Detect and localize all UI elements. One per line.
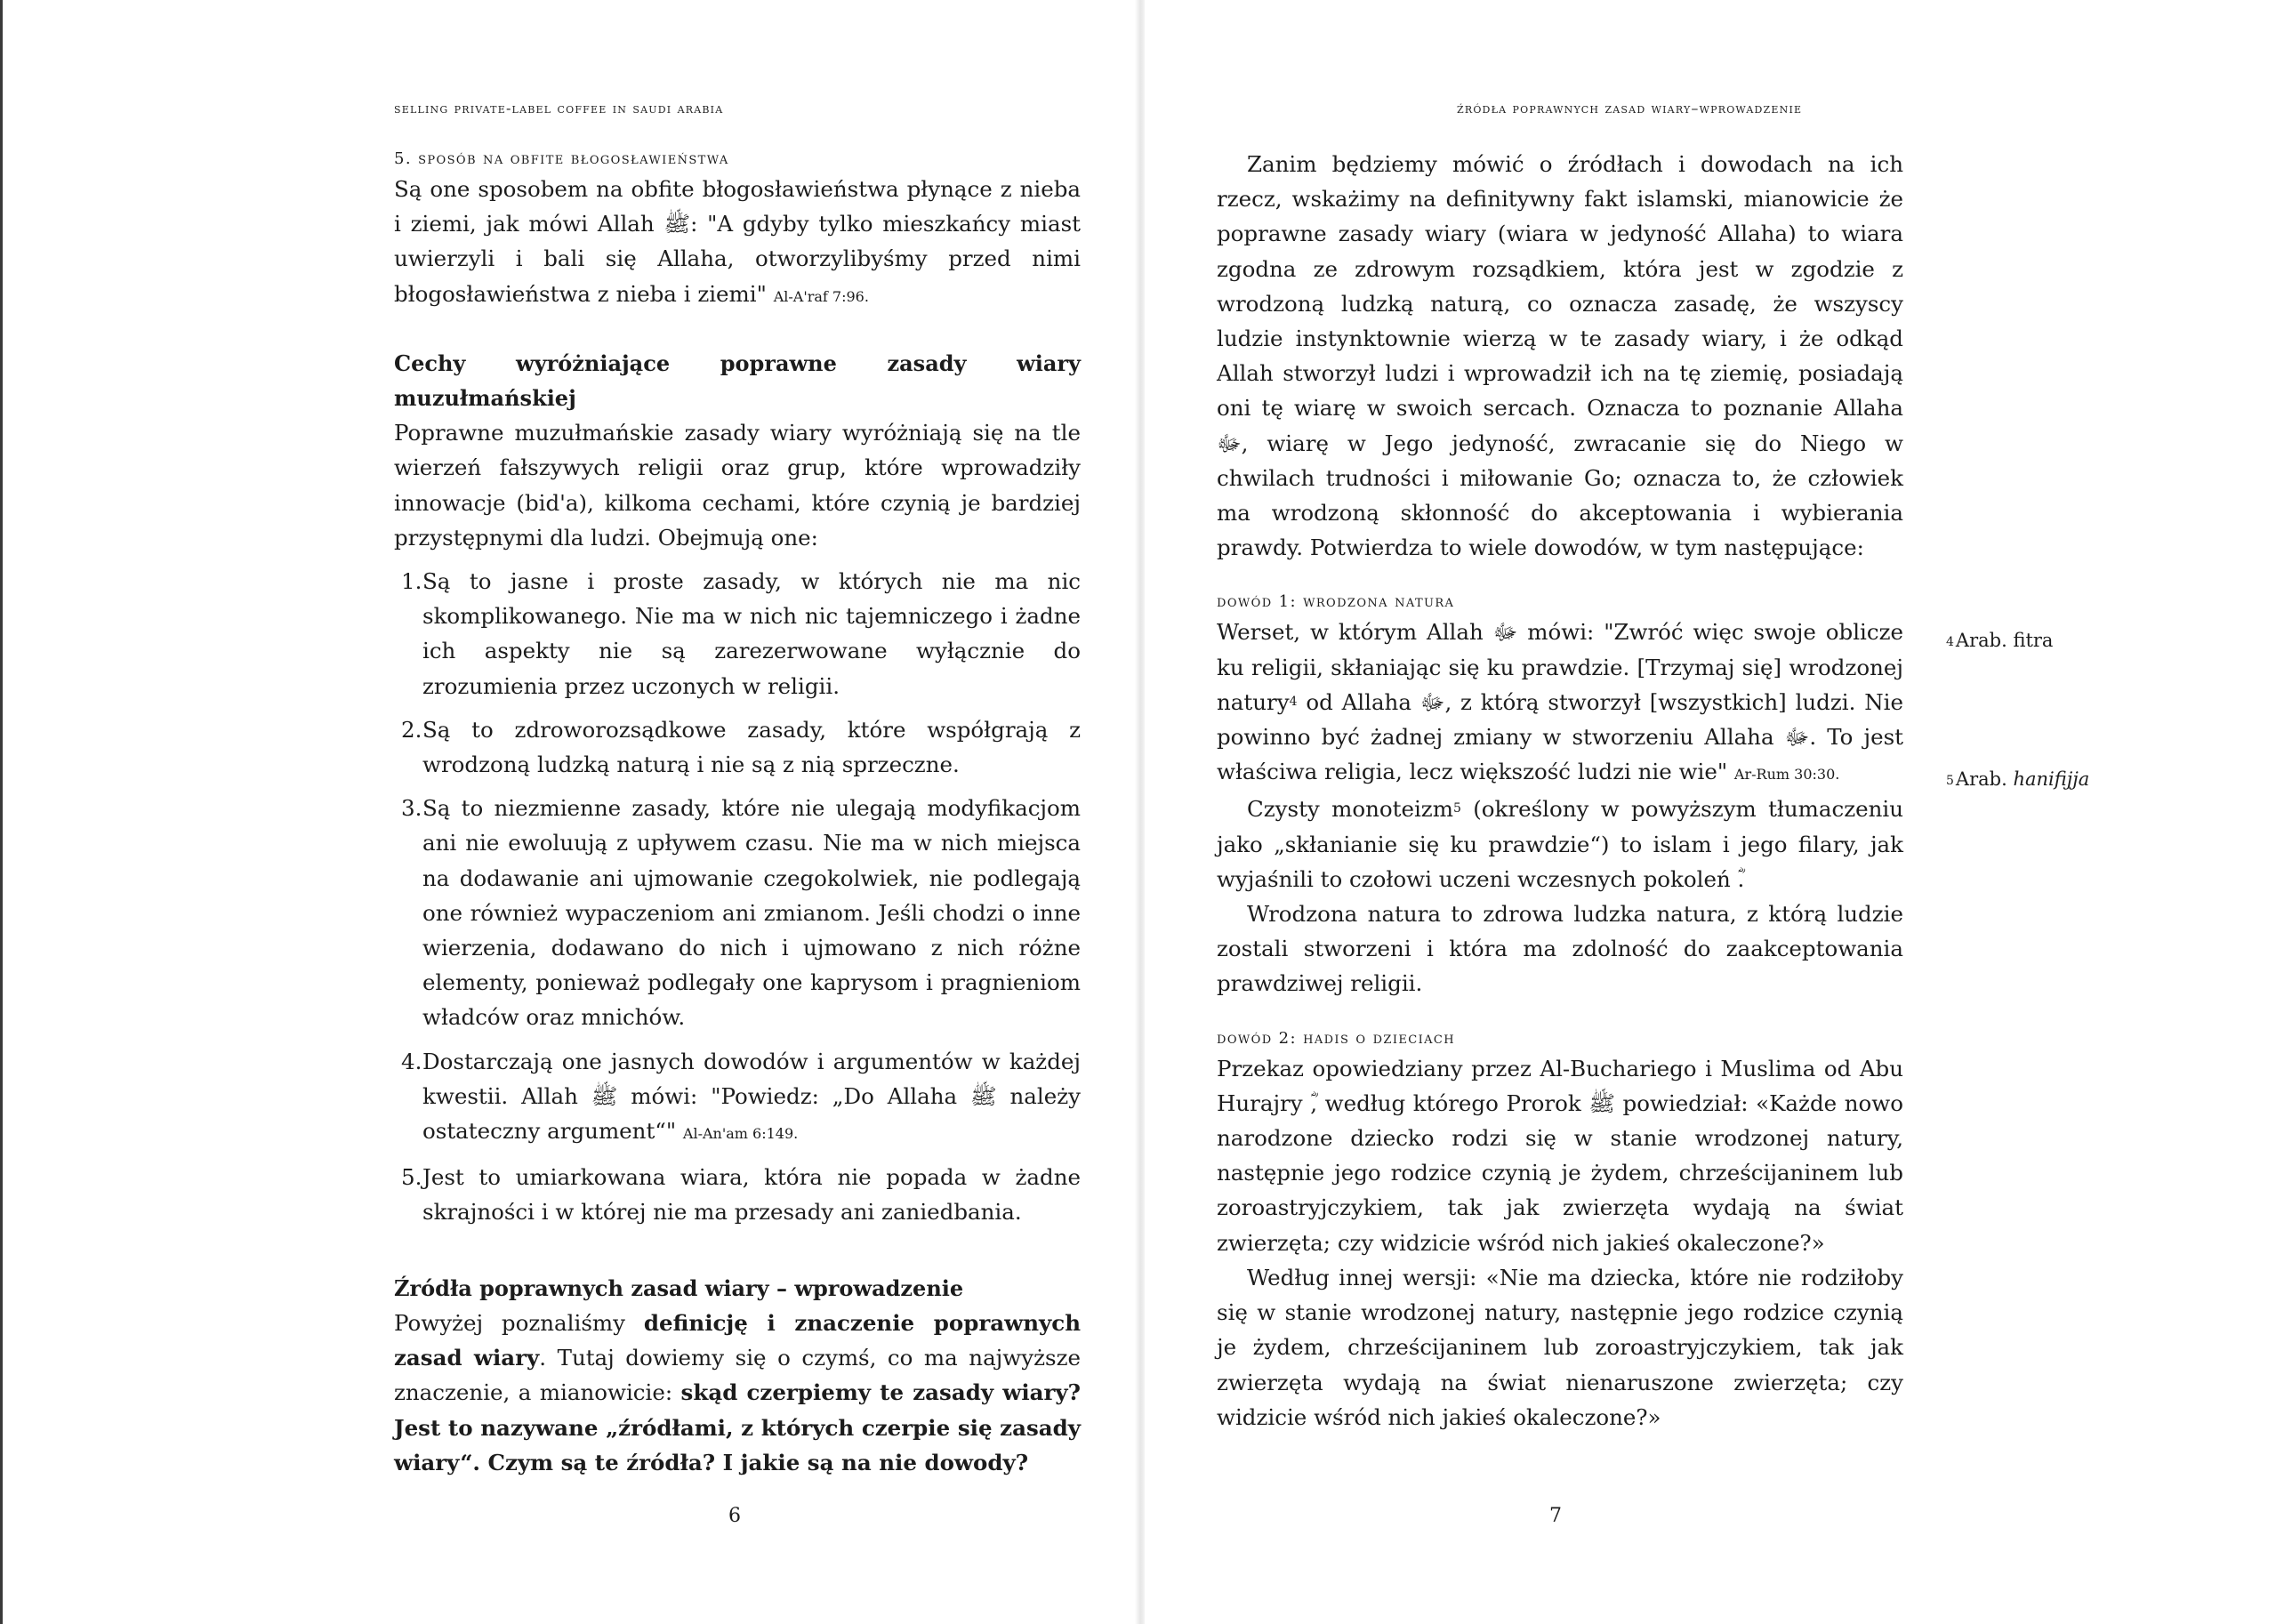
footnote-marker-5: 5: [1452, 801, 1461, 816]
list-item: [394, 712, 1081, 782]
sidenote-4-number: 4: [1946, 635, 1954, 649]
sidenote-4-text: Arab. fitra: [1955, 630, 2054, 651]
list-item: [394, 1160, 1081, 1229]
sources-paragraph: [394, 1306, 1081, 1480]
sources-text-1: Powyżej poznaliśmy: [394, 1309, 625, 1336]
monotheism-text-a: Czysty monoteizm: [1247, 796, 1453, 823]
proof1-heading: dowód 1: wrodzona natura: [1217, 592, 1455, 612]
section5-text: Są one sposobem na obfite błogosławieństwa płynące z nieba i ziemi, jak mówi Allah ﷺ: "A gdyby tylko mieszkańcy miast uwierzyli i bali się Allaha, otworzylibyśmy przed nimi błogosławieństwa z nieba i ziemi": [394, 176, 1081, 307]
section5-reference: Al-A'raf 7:96.: [773, 287, 869, 305]
running-head-right: źródła poprawnych zasad wiary–wprowadzenie: [1457, 100, 1803, 117]
hadith-paragraph: Przekaz opowiedziany przez Al-Buchariego i Muslima od Abu Hurajry ؓ, według którego Prorok ﷺ powiedział: «Każde nowo narodzone dziecko rodzi się w stanie wrodzonej natury, następnie jego rodzice czynią je żydem, chrześcijaninem lub zoroastryjczykiem, tak jak zwierzęta wydają na świat zwierzęta; czy widzicie wśród nich jakieś okaleczone?»: [1217, 1055, 1903, 1256]
sidenote-5-number: 5: [1946, 774, 1954, 788]
proof1-text-b: od Allaha ﷻ, z którą stworzył [wszystkich] ludzi. Nie powinno być żadnej zmiany w stworzeniu Allaha ﷻ. To jest właściwa religia, lecz większość ludzi nie wie": [1217, 688, 1903, 785]
proof1-reference: Ar-Rum 30:30.: [1733, 766, 1840, 784]
list-item-number: 1.: [401, 568, 422, 595]
sidenote-5: [1946, 768, 2089, 790]
list-item-text: Są to jasne i proste zasady, w których nie ma nic skomplikowanego. Nie ma w nich nic tajemniczego i żadne ich aspekty nie są zarezerwowane wyłącznie do zrozumienia przez uczonych w religii.: [422, 568, 1081, 699]
monotheism-text-b: (określony w powyższym tłumaczeniu jako „skłanianie się ku prawdzie“) to islam i jego filary, jak wyjaśnili to czołowi uczeni wczesnych pokoleń ؓ.: [1217, 796, 1903, 892]
list-item-reference: Al-An'am 6:149.: [682, 1125, 799, 1143]
list-item-number: 2.: [401, 716, 422, 743]
intro-paragraph: Zanim będziemy mówić o źródłach i dowodach na ich rzecz, wskażimy na definitywny fakt islamski, mianowicie że poprawne zasady wiary (wiara w jedyność Allaha) to wiara zgodna ze zdrowym rozsądkiem, która jest w zgodzie z wrodzoną ludzką naturą, co oznacza zasadę, że wszyscy ludzie instynktownie wierzą w te zasady wiary, i że odkąd Allah stworzył ludzi i wprowadził ich na tę ziemię, posiadają oni tę wiarę w swoich sercach. Oznacza to poznanie Allaha ﷻ, wiarę w Jego jedyność, zwracanie się do Niego w chwilach trudności i miłowanie Go; oznacza to, że człowiek ma wrodzoną skłonność do akceptowania i wybierania prawdy. Potwierdza to wiele dowodów, w tym następujące:: [1217, 151, 1903, 561]
right-text-column: [1217, 147, 1903, 1435]
sources-bold-1: definicję i znaczenie poprawnych zasad wiary: [394, 1309, 1082, 1371]
sources-bold-2: skąd czerpiemy te zasady wiary? Jest to nazywane „źródłami, z których czerpie się zasady wiary“. Czym są te źródła? I jakie są na nie dowody?: [394, 1379, 1082, 1475]
left-page: [0, 0, 1138, 1624]
list-item: [394, 564, 1081, 703]
sidenote-4: [1946, 630, 2053, 651]
section5-paragraph: [394, 172, 1081, 314]
running-head-left: selling private-label coffee in saudi arabia: [394, 100, 724, 117]
list-item-number: 4.: [401, 1048, 422, 1074]
list-item-text: Jest to umiarkowana wiara, która nie popada w żadne skrajności i w której nie ma przesady ani zaniedbania.: [422, 1164, 1081, 1226]
proof1-paragraph: [1217, 615, 1903, 792]
natural-disposition-paragraph: Wrodzona natura to zdrowa ludzka natura, z którą ludzie zostali stworzeni i która ma zdolność do zaakceptowania prawdziwej religii.: [1217, 901, 1903, 997]
list-item-number: 5.: [401, 1164, 422, 1191]
list-item-text: Dostarczają one jasnych dowodów i argumentów w każdej kwestii. Allah ﷺ mówi: "Powiedz: „Do Allaha ﷺ należy ostateczny argument“": [422, 1048, 1081, 1145]
sidenote-5-prefix: Arab.: [1955, 768, 2014, 790]
list-item: [394, 791, 1081, 1034]
proof1-text-a: Werset, w którym Allah ﷻ mówi: "Zwróć więc swoje oblicze ku religii, skłaniając się ku prawdzie. [Trzymaj się] wrodzonej natury: [1217, 619, 1903, 715]
sources-heading: Źródła poprawnych zasad wiary – wprowadzenie: [394, 1274, 964, 1301]
monotheism-paragraph: [1217, 792, 1903, 896]
page-number-right: 7: [1549, 1505, 1562, 1527]
section5-heading: 5. sposób na obfite błogosławieństwa: [394, 149, 729, 168]
page-number-left: 6: [728, 1505, 741, 1527]
list-item-number: 3.: [401, 795, 422, 822]
footnote-marker-4: 4: [1289, 694, 1298, 709]
left-text-column: [394, 147, 1081, 1480]
features-intro: Poprawne muzułmańskie zasady wiary wyróżniają się na tle wierzeń fałszywych religii oraz grup, które wprowadziły innowacje (bid'a), kilkoma cechami, które czynią je bardziej przystępnymi dla ludzi. Obejmują one:: [394, 420, 1081, 551]
proof2-heading: dowód 2: hadis o dzieciach: [1217, 1028, 1456, 1048]
sources-text-2: . Tutaj dowiemy się o czymś, co ma najwyższe znaczenie, a mianowicie:: [394, 1345, 1081, 1406]
sidenote-5-term: hanifijja: [2013, 768, 2090, 790]
list-item: [394, 1044, 1081, 1152]
features-list: [394, 564, 1081, 1230]
features-heading: Cechy wyróżniające poprawne zasady wiary muzułmańskiej: [394, 350, 1081, 412]
hadith-version-paragraph: Według innej wersji: «Nie ma dziecka, które nie rodziłoby się w stanie wrodzonej natury, następnie jego rodzice czynią je żydem, chrześcijaninem lub zoroastryjczykiem, tak jak zwierzęta wydają na świat nienaruszone zwierzęta; czy widzicie wśród nich jakieś okaleczone?»: [1217, 1264, 1903, 1430]
list-item-text: Są to niezmienne zasady, które nie ulegają modyfikacjom ani nie ewoluują z upływem czasu. Nie ma w nich miejsca na dodawanie ani ujmowanie czegokolwiek, nie podlegają one również wypaczeniom ani zmianom. Jeśli chodzi o inne wierzenia, dodawano do nich i ujmowano z nich różne elementy, ponieważ podlegały one kaprysom i pragnieniom władców oraz mnichów.: [422, 795, 1081, 1031]
list-item-text: Są to zdroworozsądkowe zasady, które współgrają z wrodzoną ludzką naturą i nie są z nią sprzeczne.: [422, 716, 1081, 778]
